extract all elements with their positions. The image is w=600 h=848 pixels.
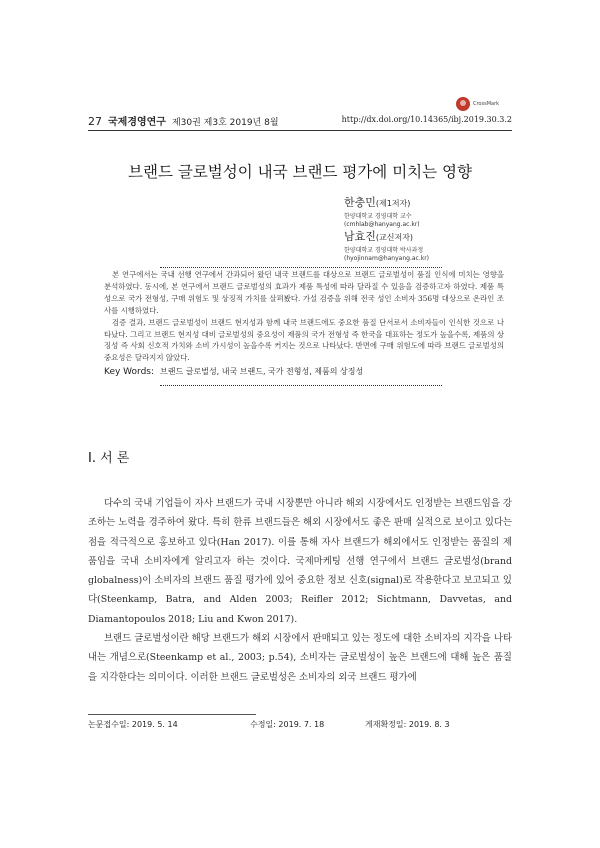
body-paragraph: 다수의 국내 기업들이 자사 브랜드가 국내 시장뿐만 아니라 해외 시장에서도 인정받는 브랜드임을 강조하는 노력을 경주하여 왔다. 특히 한류 브랜드들은 해외 시장에서도 좋은 판매 실적으로 보이고 있다는 점을 적극적으로 홍보하고 있다(Han 2017). 이를 통해 자사 브랜드가 해외에서도 인정받는 품질의 제품임을 국내 소비자에게 알리고자 하는 것이다. 국제마케팅 선행 연구에서 브랜드 글로벌성(brand globalness)이 소비자의 브랜드 품질 평가에 있어 중요한 정보 신호(signal)로 작용한다고 보고되고 있다(Steenkamp, Batra, and Alden 2003; Reifler 2012; Sichtmann, Davvetas, and Diamantopoulos 2018; Liu and Kwon 2017). <box>88 498 512 625</box>
paper-title: 브랜드 글로벌성이 내국 브랜드 평가에 미치는 영향 <box>128 163 472 181</box>
author-role: (제1저자) <box>375 199 411 208</box>
abstract-top-divider <box>160 267 442 268</box>
section-heading: Ⅰ. 서 론 <box>88 451 130 466</box>
header-rule <box>88 130 512 131</box>
running-header <box>88 113 279 128</box>
author-email[interactable]: (hyojinnam@hanyang.ac.kr) <box>344 255 430 262</box>
author-block-2 <box>344 225 429 263</box>
body-paragraph: 브랜드 글로벌성이란 해당 브랜드가 해외 시장에서 판매되고 있는 정도에 대한 소비자의 지각을 나타내는 개념으로(Steenkamp et al., 2003; p.54), 소비자는 글로벌성이 높은 브랜드에 대해 높은 품질을 지각한다는 의미이다. 이러한 브랜드 글로벌성은 소비자의 외국 브랜드 평가에 <box>88 633 512 683</box>
keywords-list: 브랜드 글로벌성, 내국 브랜드, 국가 전형성, 제품의 상징성 <box>160 367 364 376</box>
abstract-paragraph: 검증 결과, 브랜드 글로벌성이 브랜드 현지성과 함께 내국 브랜드에도 중요한 품질 단서로서 소비자들이 인식한 것으로 나타났다. 그리고 브랜드 현지성 대비 글로벌성의 중요성이 제품의 국가 전형성 즉 한국을 대표하는 정도가 높을수록, 제품의 상징성 즉 사회 신호적 가치와 소비 가시성이 높을수록 커지는 것으로 나타났다. 반면에 구매 위험도에 따라 브랜드 글로벌성의 중요성은 달라지지 않았다. <box>104 317 504 363</box>
accepted-date: 게재확정일: 2019. 8. 3 <box>365 720 450 729</box>
journal-issue: 제30권 제3호 2019년 8월 <box>171 118 279 128</box>
revised-date: 수정일: 2019. 7. 18 <box>250 720 325 729</box>
abstract <box>104 269 504 364</box>
crossmark-icon <box>456 97 470 111</box>
author-affiliation: 한양대학교 경영대학 교수 <box>344 213 412 220</box>
author-name: 남효진 <box>344 230 376 243</box>
crossmark-label: CrossMark <box>473 101 500 107</box>
doi-link[interactable]: http://dx.doi.org/10.14365/ibj.2019.30.3.2 <box>341 115 512 124</box>
page-number: 27 <box>88 115 102 128</box>
author-role: (교신저자) <box>375 233 414 242</box>
journal-name: 국제경영연구 <box>108 117 166 128</box>
abstract-bottom-divider <box>160 385 442 386</box>
crossmark-badge[interactable] <box>456 97 499 111</box>
body-text <box>88 494 512 687</box>
author-email[interactable]: (cmhlab@hanyang.ac.kr) <box>344 221 420 228</box>
footnote-rule <box>88 714 256 715</box>
keywords-line <box>104 366 363 377</box>
abstract-paragraph: 본 연구에서는 국내 선행 연구에서 간과되어 왔던 내국 브랜드를 대상으로 브랜드 글로벌성이 품질 인식에 미치는 영향을 분석하였다. 동시에, 본 연구에서 브랜드 글로벌성의 효과가 제품 특성에 따라 달라질 수 있음을 검증하고자 하였다. 제품 특성으로 국가 전형성, 구매 위험도 및 상징적 가치를 살펴봤다. 가설 검증을 위해 전국 성인 소비자 356명 대상으로 온라인 조사를 시행하였다. <box>104 270 504 315</box>
submission-dates <box>88 719 450 730</box>
author-affiliation: 한양대학교 경영대학 박사과정 <box>344 247 424 254</box>
received-date: 논문접수일: 2019. 5. 14 <box>88 720 178 729</box>
keywords-label: Key Words: <box>104 367 155 377</box>
author-name: 한충민 <box>344 196 376 209</box>
author-block-1 <box>344 191 420 229</box>
